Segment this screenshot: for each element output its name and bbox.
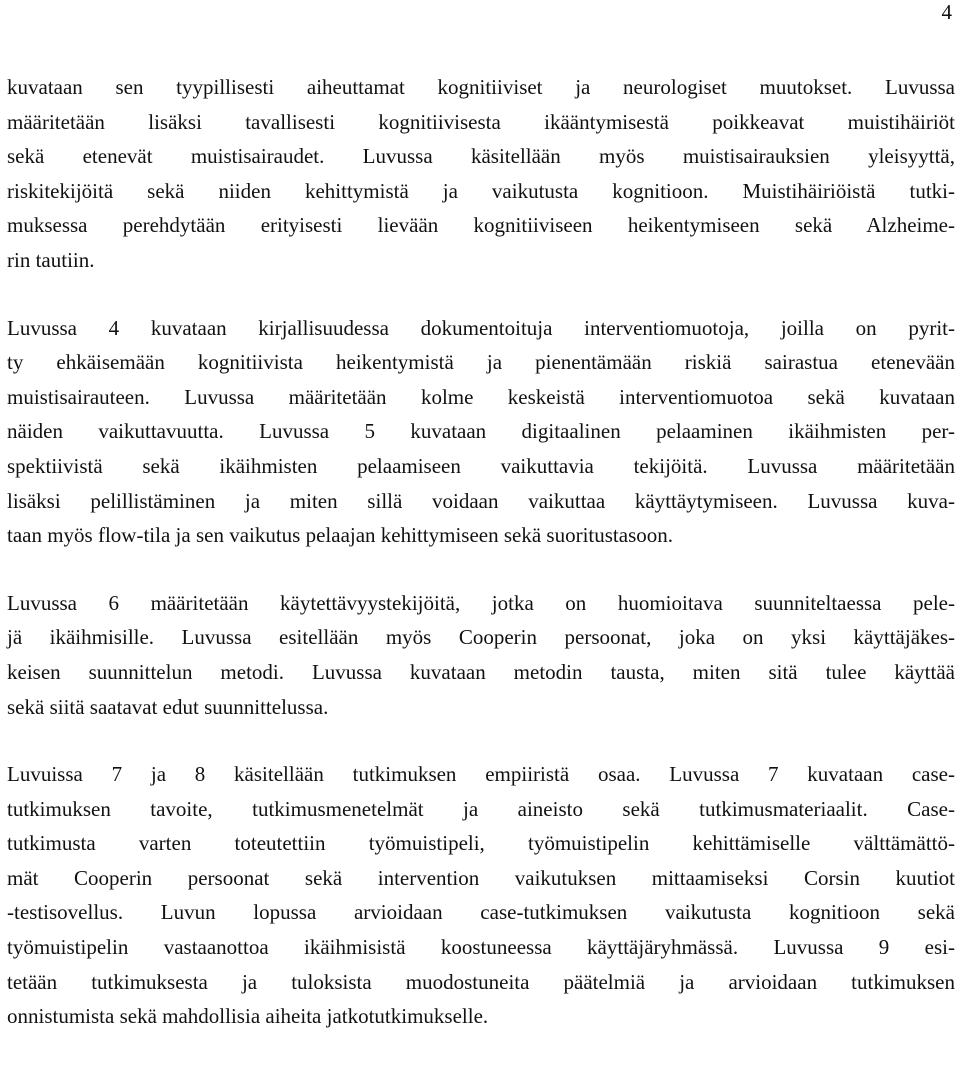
text-line: keisen suunnittelun metodi. Luvussa kuvataan metodin tausta, miten sitä tulee käyttää (7, 659, 955, 684)
body-text (7, 70, 955, 1067)
text-line: ty ehkäisemään kognitiivista heikentymistä ja pienentämään riskiä sairastua etenevään (7, 350, 955, 375)
text-line: riskitekijöitä sekä niiden kehittymistä ja vaikutusta kognitioon. Muistihäiriöistä tutki- (7, 178, 955, 203)
text-line: määritetään lisäksi tavallisesti kognitiivisesta ikääntymisestä poikkeavat muistihäiriöt (7, 109, 955, 134)
text-line: -testisovellus. Luvun lopussa arvioidaan case-tutkimuksen vaikutusta kognitioon sekä (7, 900, 955, 925)
text-line: tutkimuksen tavoite, tutkimusmenetelmät ja aineisto sekä tutkimusmateriaalit. Case- (7, 796, 955, 821)
text-line: tetään tutkimuksesta ja tuloksista muodostuneita päätelmiä ja arvioidaan tutkimuksen (7, 969, 955, 994)
text-line: lisäksi pelillistäminen ja miten sillä voidaan vaikuttaa käyttäytymiseen. Luvussa kuva- (7, 488, 955, 513)
text-line: työmuistipelin vastaanottoa ikäihmisistä koostuneessa käyttäjäryhmässä. Luvussa 9 esi- (7, 935, 955, 960)
text-line: muistisairauteen. Luvussa määritetään kolme keskeistä interventiomuotoa sekä kuvataan (7, 384, 955, 409)
text-line: mät Cooperin persoonat sekä intervention vaikutuksen mittaamiseksi Corsin kuutiot (7, 865, 955, 890)
page-number: 4 (941, 0, 952, 24)
text-line: rin tautiin. (7, 247, 95, 272)
paragraph (7, 70, 955, 278)
text-line: näiden vaikuttavuutta. Luvussa 5 kuvataan digitaalinen pelaaminen ikäihmisten per- (7, 419, 955, 444)
paragraph (7, 757, 955, 1034)
text-line: Luvuissa 7 ja 8 käsitellään tutkimuksen empiiristä osaa. Luvussa 7 kuvataan case- (7, 762, 955, 787)
text-line: onnistumista sekä mahdollisia aiheita jatkotutkimukselle. (7, 1004, 489, 1029)
paragraph (7, 311, 955, 553)
text-line: sekä etenevät muistisairaudet. Luvussa käsitellään myös muistisairauksien yleisyyttä, (7, 144, 955, 169)
text-line: sekä siitä saatavat edut suunnittelussa. (7, 694, 329, 719)
text-line: Luvussa 4 kuvataan kirjallisuudessa dokumentoituja interventiomuotoja, joilla on pyrit- (7, 315, 955, 340)
text-line: jä ikäihmisille. Luvussa esitellään myös Cooperin persoonat, joka on yksi käyttäjäkes- (7, 625, 955, 650)
text-line: muksessa perehdytään erityisesti lievään kognitiiviseen heikentymiseen sekä Alzheime- (7, 213, 955, 238)
text-line: tutkimusta varten toteutettiin työmuistipeli, työmuistipelin kehittämiselle välttämättö- (7, 831, 955, 856)
text-line: Luvussa 6 määritetään käytettävyystekijöitä, jotka on huomioitava suunniteltaessa pele- (7, 590, 955, 615)
text-line: taan myös flow-tila ja sen vaikutus pelaajan kehittymiseen sekä suoritustasoon. (7, 523, 674, 548)
text-line: spektiivistä sekä ikäihmisten pelaamiseen vaikuttavia tekijöitä. Luvussa määritetään (7, 453, 955, 478)
text-line: kuvataan sen tyypillisesti aiheuttamat kognitiiviset ja neurologiset muutokset. Luvussa (7, 75, 955, 99)
paragraph (7, 586, 955, 724)
